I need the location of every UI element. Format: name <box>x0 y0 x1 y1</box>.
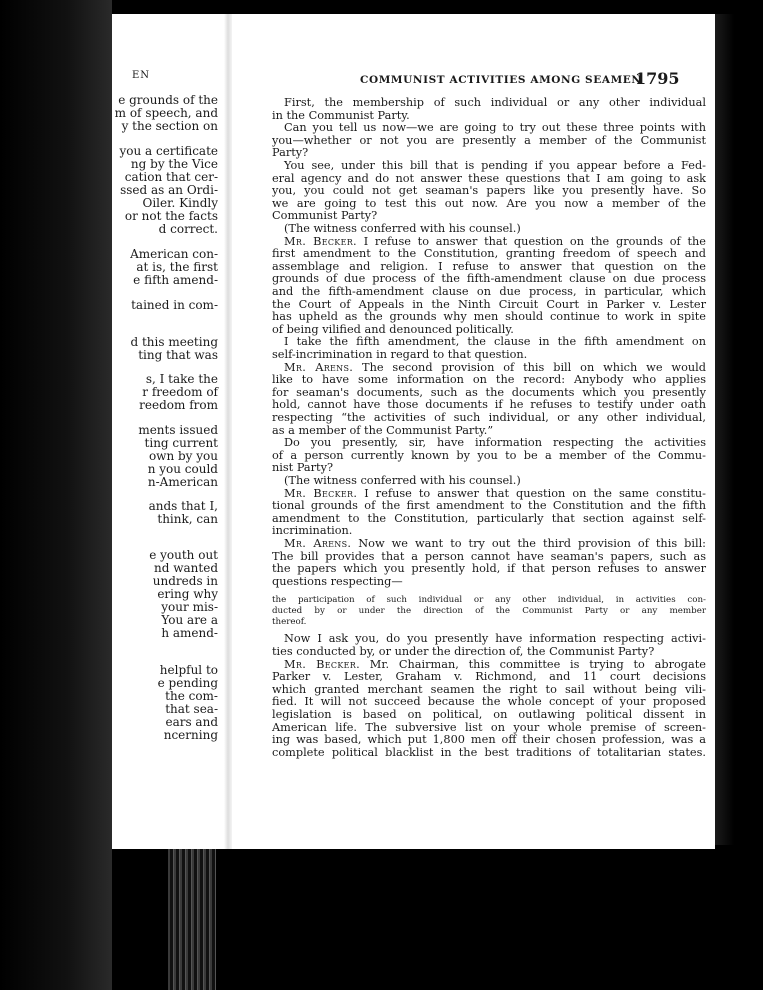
facing-page-line: n-American <box>147 475 218 489</box>
line-text: I refuse to answer that question on the grounds of the <box>356 234 706 248</box>
line-text: (The witness conferred with his counsel.) <box>284 474 521 487</box>
line-text: eral agency and do not answer these questions that I am going to ask <box>272 171 706 185</box>
facing-page-line: r freedom of <box>142 385 218 399</box>
facing-page-line: own by you <box>148 449 218 463</box>
line-text: I refuse to answer that question on the same constitu- <box>357 486 706 500</box>
line-text: you, you could not get seaman's papers like you presently have. So <box>272 184 706 198</box>
facing-page-line: reedom from <box>139 398 218 412</box>
scan-border-left <box>0 0 112 990</box>
facing-page-line: think, can <box>157 512 218 526</box>
facing-page-line: y the section on <box>121 119 218 133</box>
facing-page-line: e grounds of the <box>118 93 218 107</box>
body-text-line <box>272 576 706 589</box>
line-text: Now we want to try out the third provision of this bill: <box>351 537 706 550</box>
facing-page-line: ssed as an Ordi- <box>120 183 218 197</box>
line-text: which granted merchant seamen the right to sail without being vili- <box>272 682 706 696</box>
facing-page-line: or not the facts <box>124 209 218 223</box>
facing-page-line: your mis- <box>161 600 218 614</box>
facing-page-line: h amend- <box>161 626 218 640</box>
facing-page-line: undreds in <box>152 574 218 588</box>
line-text: Parker v. Lester, Graham v. Richmond, and 11 court decisions <box>272 670 706 684</box>
facing-page-running-head: EN <box>132 70 151 81</box>
facing-page-line: ering why <box>157 587 218 601</box>
line-text: for seaman's documents, such as the documents which you presently <box>272 385 706 399</box>
line-text: You see, under this bill that is pending if you appear before a Fed- <box>284 159 706 172</box>
line-text: the papers which you presently hold, if that person refuses to answer <box>272 562 706 576</box>
line-text: hold, cannot have those documents if he refuses to testify under oath <box>272 398 706 412</box>
facing-page-line: ands that I, <box>148 499 218 513</box>
line-text: in the Communist Party. <box>272 108 410 122</box>
speaker-name: Mr. Becker. <box>284 234 357 248</box>
line-text: grounds of due process of the fifth-amendment clause on due process <box>272 272 706 286</box>
facing-page-line: Oiler. Kindly <box>142 196 218 210</box>
line-text: nist Party? <box>272 461 334 475</box>
book-binding-edge <box>168 840 216 990</box>
line-text: we are going to test this out now. Are you now a member of the <box>272 196 706 210</box>
facing-page-line: n you could <box>147 462 218 476</box>
line-text: tional grounds of the first amendment to the Constitution and the fifth <box>272 499 706 513</box>
line-text: like to have some information on the record: Anybody who applies <box>272 373 706 387</box>
line-text: as a member of the Communist Party.” <box>272 423 494 437</box>
line-text: assemblage and religion. I refuse to answer that question on the <box>272 259 706 273</box>
line-text: respecting “the activities of such individual, or any other individual, <box>272 411 706 424</box>
line-text: I take the fifth amendment, the clause in the fifth amendment on <box>284 335 706 349</box>
line-text: the participation of such individual or any other individual, in activities con- <box>272 595 706 606</box>
line-text: Mr. Chairman, this committee is trying to abrogate <box>359 657 706 671</box>
running-head: COMMUNIST ACTIVITIES AMONG SEAMEN <box>360 74 642 86</box>
facing-page-line: e pending <box>157 676 218 690</box>
facing-page-line: the com- <box>165 689 218 703</box>
facing-page-line: American con- <box>130 247 218 261</box>
line-text: Can you tell us now—we are going to try out these three points with <box>284 121 706 135</box>
facing-page-line: s, I take the <box>145 372 218 386</box>
line-text: The second provision of this bill on which we would <box>353 360 707 374</box>
facing-page-line: d this meeting <box>130 335 218 349</box>
facing-page-line: You are a <box>161 613 218 627</box>
line-text: ducted by or under the direction of the Communist Party or any member <box>272 606 706 617</box>
speaker-name: Mr. Becker. <box>284 657 360 671</box>
speaker-name: Mr. Arens. <box>284 360 354 374</box>
scan-border-top <box>0 0 763 14</box>
facing-page-line: e youth out <box>149 548 218 562</box>
facing-page-line: cation that cer- <box>124 170 218 184</box>
line-text: (The witness conferred with his counsel.) <box>284 222 521 235</box>
line-text: questions respecting— <box>272 574 403 588</box>
speaker-name: Mr. Becker. <box>284 486 358 500</box>
facing-page-line: m of speech, and <box>114 106 218 120</box>
facing-page-line: you a certificate <box>119 144 218 158</box>
body-text-line <box>272 135 706 148</box>
line-text: self-incrimination in regard to that question. <box>272 348 528 361</box>
quoted-bill-text-line <box>272 616 706 629</box>
line-text: Do you presently, sir, have information respecting the activities <box>284 436 706 450</box>
line-text: amendment to the Constitution, particularly that section against self- <box>272 511 706 525</box>
body-text-line <box>272 450 706 463</box>
line-text: ties conducted by, or under the direction of, the Communist Party? <box>272 645 655 658</box>
page-number: 1795 <box>635 69 680 88</box>
line-text: first amendment to the Constitution, granting freedom of speech and <box>272 247 706 261</box>
facing-page-line: helpful to <box>159 663 218 677</box>
line-text: The bill provides that a person cannot have seaman's papers, such as <box>272 549 706 563</box>
line-text: complete political blacklist in the best traditions of totalitarian states. <box>272 745 706 759</box>
line-text: legislation is based on political, on outlawing political dissent in <box>272 708 706 721</box>
line-text: of a person currently known by you to be a member of the Commu- <box>272 448 706 462</box>
facing-page-line: d correct. <box>158 222 218 236</box>
body-text-line <box>272 747 706 760</box>
line-text: Now I ask you, do you presently have information respecting activi- <box>284 632 706 646</box>
page-gutter <box>224 14 232 849</box>
facing-page-line: ng by the Vice <box>130 157 218 171</box>
facing-page-line: ncerning <box>163 728 218 742</box>
facing-page-line: that sea- <box>165 702 218 716</box>
facing-page-line: tained in com- <box>131 298 218 312</box>
line-text: you—whether or not you are presently a member of the Communist <box>272 133 706 147</box>
scan-border-right <box>715 14 763 990</box>
document-page <box>232 14 715 849</box>
facing-page-fragment <box>112 14 232 849</box>
line-text: American life. The subversive list on your whole premise of screen- <box>272 720 706 734</box>
facing-page-line: e fifth amend- <box>133 273 218 287</box>
facing-page-line: nd wanted <box>154 561 218 575</box>
line-text: Party? <box>272 146 309 160</box>
line-text: ing was based, which put 1,800 men off their chosen profession, was a <box>272 733 706 747</box>
speaker-name: Mr. Arens. <box>284 537 352 550</box>
facing-page-line: ears and <box>165 715 218 729</box>
line-text: and the fifth-amendment clause on due process, in particular, which <box>272 285 706 298</box>
line-text: of being vilified and denounced politically. <box>272 322 514 336</box>
line-text: the Court of Appeals in the Ninth Circuit Court in Parker v. Lester <box>272 297 706 311</box>
line-text: fied. It will not succeed because the whole concept of your proposed <box>272 695 706 709</box>
facing-page-line: ting current <box>144 436 218 450</box>
line-text: First, the membership of such individual or any other individual <box>284 96 706 109</box>
line-text: has upheld as the grounds why men should continue to work in spite <box>272 310 706 324</box>
line-text: thereof. <box>272 617 307 628</box>
facing-page-line: ments issued <box>138 423 218 437</box>
facing-page-line: ting that was <box>138 348 218 362</box>
facing-page-line: at is, the first <box>136 260 218 274</box>
line-text: Communist Party? <box>272 209 378 223</box>
line-text: incrimination. <box>272 524 353 538</box>
